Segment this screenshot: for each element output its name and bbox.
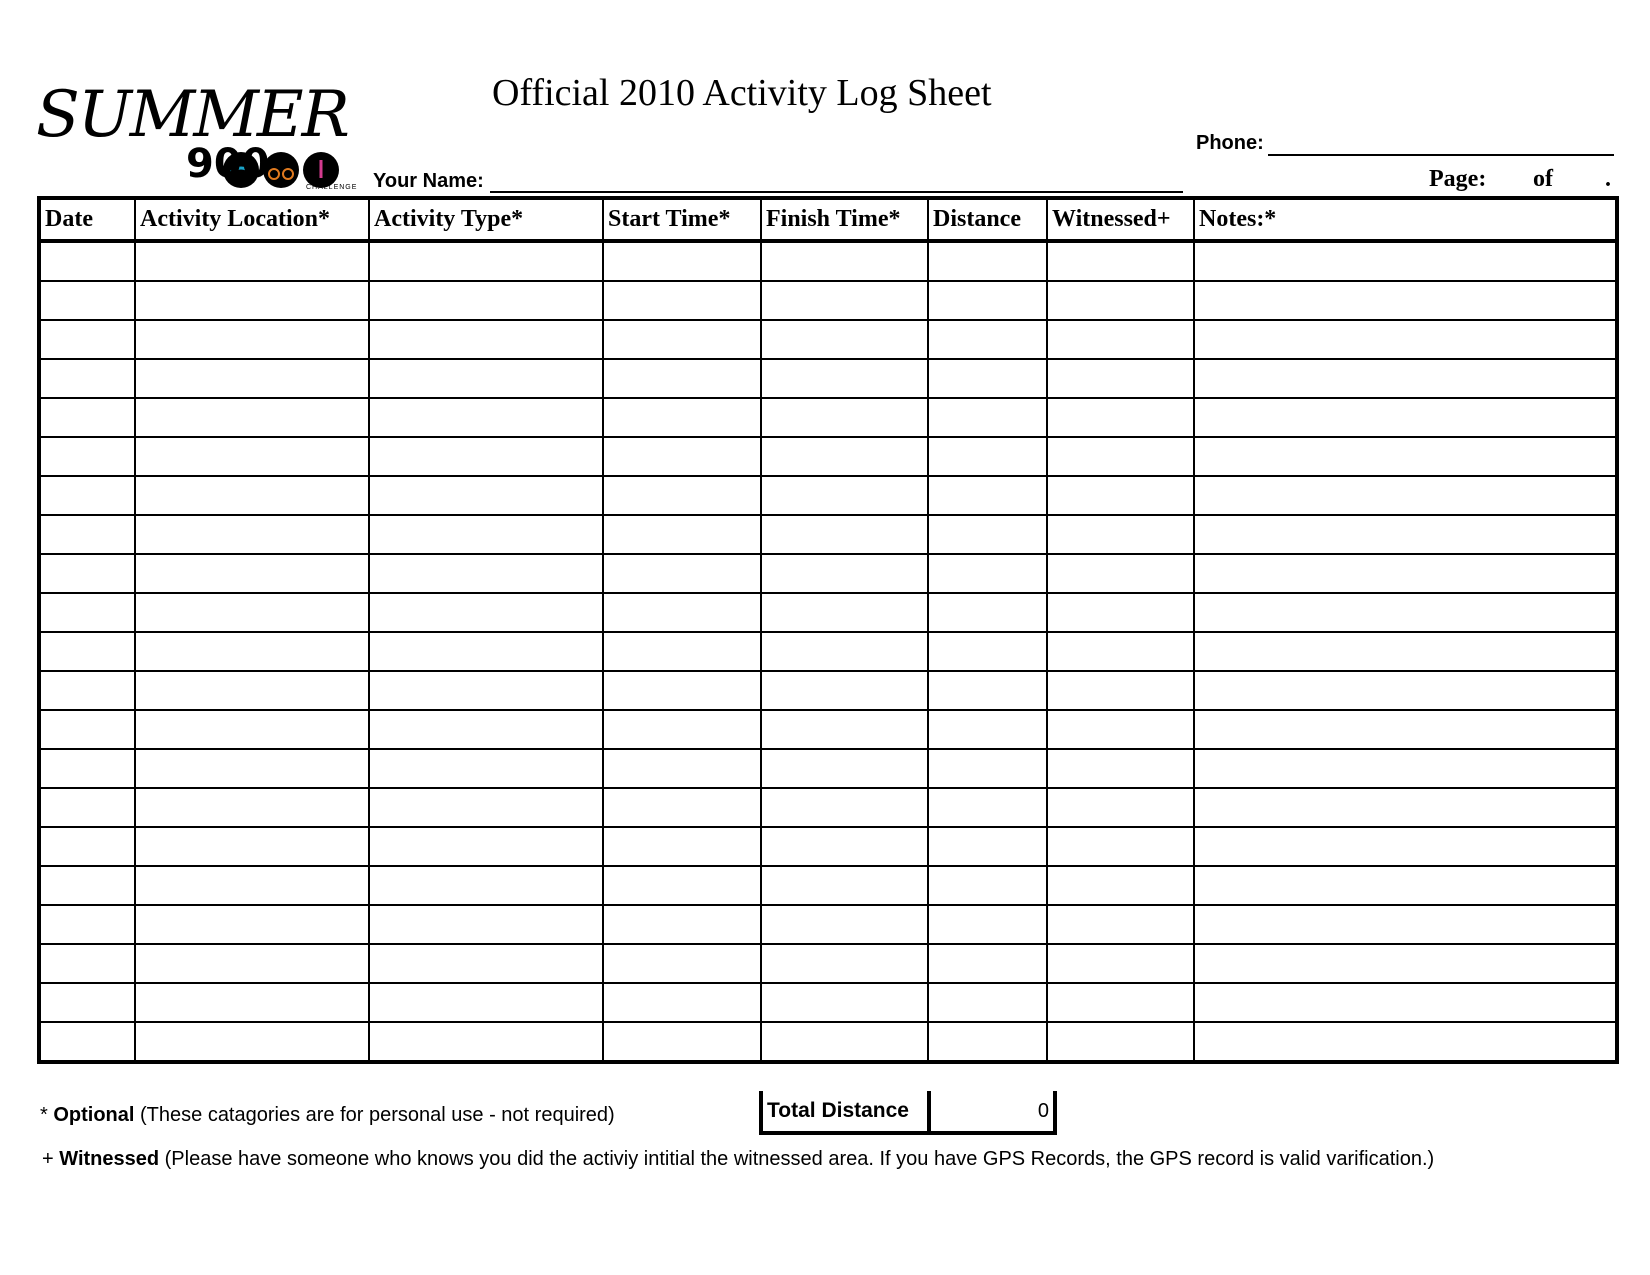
cell-notes[interactable] — [1194, 710, 1617, 749]
activity-log-table — [37, 196, 1619, 1064]
cell-start-time[interactable] — [603, 398, 761, 437]
cell-finish-time[interactable] — [761, 359, 928, 398]
cell-activity-type[interactable] — [369, 632, 603, 671]
cell-activity-location[interactable] — [135, 359, 369, 398]
cell-date[interactable] — [39, 905, 135, 944]
column-header-witnessed: Witnessed+ — [1047, 198, 1194, 241]
cell-witnessed[interactable] — [1047, 632, 1194, 671]
cell-start-time[interactable] — [603, 1022, 761, 1062]
column-header-finish-time: Finish Time* — [761, 198, 928, 241]
cell-distance[interactable] — [928, 671, 1047, 710]
cell-witnessed[interactable] — [1047, 476, 1194, 515]
table-row — [39, 710, 1617, 749]
cell-distance[interactable] — [928, 1022, 1047, 1062]
log-rows — [39, 241, 1617, 1062]
cell-distance[interactable] — [928, 788, 1047, 827]
cell-start-time[interactable] — [603, 281, 761, 320]
footnote-optional — [40, 1104, 615, 1127]
table-row — [39, 983, 1617, 1022]
table-row — [39, 944, 1617, 983]
cell-distance[interactable] — [928, 632, 1047, 671]
cell-date[interactable] — [39, 398, 135, 437]
cell-start-time[interactable] — [603, 749, 761, 788]
cell-notes[interactable] — [1194, 1022, 1617, 1062]
table-row — [39, 671, 1617, 710]
footnote-witnessed-text: (Please have someone who knows you did the activiy intitial the witnessed area. If you have GPS Records, the GPS record is valid varification.) — [159, 1148, 1435, 1170]
cell-date[interactable] — [39, 1022, 135, 1062]
footnote-optional-text: (These catagories are for personal use - not required) — [134, 1104, 615, 1126]
cell-finish-time[interactable] — [761, 827, 928, 866]
of-label: of — [1533, 166, 1553, 192]
cell-witnessed[interactable] — [1047, 749, 1194, 788]
cell-date[interactable] — [39, 320, 135, 359]
cell-notes[interactable] — [1194, 593, 1617, 632]
cell-start-time[interactable] — [603, 359, 761, 398]
cell-activity-type[interactable] — [369, 983, 603, 1022]
cell-witnessed[interactable] — [1047, 359, 1194, 398]
cell-finish-time[interactable] — [761, 944, 928, 983]
column-header-activity-type: Activity Type* — [369, 198, 603, 241]
cell-start-time[interactable] — [603, 710, 761, 749]
cell-activity-location[interactable] — [135, 905, 369, 944]
cell-distance[interactable] — [928, 398, 1047, 437]
cell-activity-location[interactable] — [135, 710, 369, 749]
cell-start-time[interactable] — [603, 632, 761, 671]
cell-activity-location[interactable] — [135, 398, 369, 437]
cell-notes[interactable] — [1194, 281, 1617, 320]
cell-finish-time[interactable] — [761, 593, 928, 632]
cell-witnessed[interactable] — [1047, 554, 1194, 593]
cell-finish-time[interactable] — [761, 1022, 928, 1062]
cell-witnessed[interactable] — [1047, 827, 1194, 866]
cell-notes[interactable] — [1194, 944, 1617, 983]
footnote-optional-bold: Optional — [53, 1104, 135, 1126]
table-row — [39, 866, 1617, 905]
cell-date[interactable] — [39, 281, 135, 320]
cell-date[interactable] — [39, 241, 135, 281]
column-header-distance: Distance — [928, 198, 1047, 241]
cell-date[interactable] — [39, 632, 135, 671]
cell-finish-time[interactable] — [761, 515, 928, 554]
cell-date[interactable] — [39, 476, 135, 515]
cell-activity-location[interactable] — [135, 983, 369, 1022]
cell-start-time[interactable] — [603, 241, 761, 281]
table-row — [39, 398, 1617, 437]
table-row — [39, 1022, 1617, 1062]
column-header-notes: Notes:* — [1194, 198, 1617, 241]
cell-activity-type[interactable] — [369, 905, 603, 944]
cell-activity-type[interactable] — [369, 788, 603, 827]
cell-activity-type[interactable] — [369, 359, 603, 398]
cell-date[interactable] — [39, 983, 135, 1022]
cell-activity-type[interactable] — [369, 398, 603, 437]
cell-notes[interactable] — [1194, 983, 1617, 1022]
cell-finish-time[interactable] — [761, 983, 928, 1022]
cell-activity-type[interactable] — [369, 515, 603, 554]
cell-distance[interactable] — [928, 320, 1047, 359]
cell-date[interactable] — [39, 827, 135, 866]
cell-start-time[interactable] — [603, 554, 761, 593]
cell-activity-location[interactable] — [135, 281, 369, 320]
cell-distance[interactable] — [928, 554, 1047, 593]
cell-date[interactable] — [39, 437, 135, 476]
cell-finish-time[interactable] — [761, 749, 928, 788]
cell-distance[interactable] — [928, 905, 1047, 944]
table-row — [39, 827, 1617, 866]
column-header-date: Date — [39, 198, 135, 241]
cell-start-time[interactable] — [603, 983, 761, 1022]
footnote-witnessed-bold: Witnessed — [59, 1148, 160, 1170]
cell-date[interactable] — [39, 554, 135, 593]
cell-finish-time[interactable] — [761, 554, 928, 593]
table-row — [39, 788, 1617, 827]
cell-witnessed[interactable] — [1047, 983, 1194, 1022]
cell-notes[interactable] — [1194, 437, 1617, 476]
cell-start-time[interactable] — [603, 437, 761, 476]
cell-witnessed[interactable] — [1047, 1022, 1194, 1062]
cell-date[interactable] — [39, 710, 135, 749]
total-distance-label: Total Distance — [763, 1091, 931, 1131]
cell-activity-type[interactable] — [369, 593, 603, 632]
cell-distance[interactable] — [928, 710, 1047, 749]
cell-activity-location[interactable] — [135, 593, 369, 632]
cell-date[interactable] — [39, 788, 135, 827]
column-header-activity-location: Activity Location* — [135, 198, 369, 241]
cell-distance[interactable] — [928, 437, 1047, 476]
cell-activity-type[interactable] — [369, 710, 603, 749]
cell-activity-type[interactable] — [369, 554, 603, 593]
cell-activity-location[interactable] — [135, 749, 369, 788]
cell-finish-time[interactable] — [761, 905, 928, 944]
cell-activity-type[interactable] — [369, 241, 603, 281]
cell-start-time[interactable] — [603, 905, 761, 944]
table-row — [39, 241, 1617, 281]
cell-notes[interactable] — [1194, 905, 1617, 944]
cell-start-time[interactable] — [603, 944, 761, 983]
cell-distance[interactable] — [928, 593, 1047, 632]
summer-900-logo — [36, 80, 366, 195]
cell-start-time[interactable] — [603, 320, 761, 359]
cell-activity-type[interactable] — [369, 1022, 603, 1062]
cell-date[interactable] — [39, 944, 135, 983]
table-row — [39, 593, 1617, 632]
table-row — [39, 749, 1617, 788]
footnote-optional-mark: * — [40, 1104, 54, 1126]
cell-notes[interactable] — [1194, 749, 1617, 788]
cell-distance[interactable] — [928, 476, 1047, 515]
cell-activity-type[interactable] — [369, 827, 603, 866]
cell-witnessed[interactable] — [1047, 866, 1194, 905]
cell-start-time[interactable] — [603, 827, 761, 866]
cell-activity-type[interactable] — [369, 437, 603, 476]
cell-notes[interactable] — [1194, 241, 1617, 281]
cell-activity-type[interactable] — [369, 944, 603, 983]
cell-distance[interactable] — [928, 515, 1047, 554]
cell-activity-type[interactable] — [369, 866, 603, 905]
phone-label: Phone: — [1196, 132, 1264, 154]
table-row — [39, 476, 1617, 515]
table-row — [39, 905, 1617, 944]
footnote-witnessed — [42, 1148, 1434, 1171]
table-row — [39, 359, 1617, 398]
phone-field-line[interactable] — [1268, 154, 1614, 156]
cell-activity-type[interactable] — [369, 671, 603, 710]
cell-date[interactable] — [39, 866, 135, 905]
page-title: Official 2010 Activity Log Sheet — [492, 72, 992, 114]
cell-finish-time[interactable] — [761, 320, 928, 359]
table-row — [39, 320, 1617, 359]
cell-activity-location[interactable] — [135, 554, 369, 593]
cell-finish-time[interactable] — [761, 632, 928, 671]
cell-date[interactable] — [39, 593, 135, 632]
total-distance-box — [759, 1091, 1057, 1135]
cell-finish-time[interactable] — [761, 788, 928, 827]
cell-finish-time[interactable] — [761, 710, 928, 749]
cell-activity-type[interactable] — [369, 476, 603, 515]
cell-finish-time[interactable] — [761, 866, 928, 905]
cell-finish-time[interactable] — [761, 437, 928, 476]
cell-distance[interactable] — [928, 749, 1047, 788]
cell-witnessed[interactable] — [1047, 241, 1194, 281]
table-row — [39, 632, 1617, 671]
cell-notes[interactable] — [1194, 398, 1617, 437]
cell-notes[interactable] — [1194, 866, 1617, 905]
cell-start-time[interactable] — [603, 671, 761, 710]
header-row — [39, 198, 1617, 241]
cell-witnessed[interactable] — [1047, 437, 1194, 476]
cell-start-time[interactable] — [603, 476, 761, 515]
cell-witnessed[interactable] — [1047, 320, 1194, 359]
table-row — [39, 554, 1617, 593]
cell-activity-type[interactable] — [369, 281, 603, 320]
cell-activity-location[interactable] — [135, 827, 369, 866]
cell-distance[interactable] — [928, 827, 1047, 866]
cell-finish-time[interactable] — [761, 281, 928, 320]
cell-start-time[interactable] — [603, 788, 761, 827]
cell-distance[interactable] — [928, 359, 1047, 398]
cell-witnessed[interactable] — [1047, 788, 1194, 827]
cell-witnessed[interactable] — [1047, 281, 1194, 320]
cell-activity-location[interactable] — [135, 671, 369, 710]
cell-notes[interactable] — [1194, 632, 1617, 671]
cell-notes[interactable] — [1194, 515, 1617, 554]
cell-notes[interactable] — [1194, 827, 1617, 866]
cell-notes[interactable] — [1194, 320, 1617, 359]
cell-activity-location[interactable] — [135, 476, 369, 515]
cell-start-time[interactable] — [603, 866, 761, 905]
cell-activity-type[interactable] — [369, 320, 603, 359]
cell-finish-time[interactable] — [761, 398, 928, 437]
table-row — [39, 515, 1617, 554]
table-row — [39, 281, 1617, 320]
cell-activity-location[interactable] — [135, 320, 369, 359]
cell-activity-location[interactable] — [135, 632, 369, 671]
cell-notes[interactable] — [1194, 554, 1617, 593]
cell-activity-location[interactable] — [135, 788, 369, 827]
cell-start-time[interactable] — [603, 593, 761, 632]
cell-distance[interactable] — [928, 281, 1047, 320]
cell-date[interactable] — [39, 749, 135, 788]
cell-finish-time[interactable] — [761, 671, 928, 710]
total-distance-value: 0 — [1037, 1100, 1049, 1122]
logo-word: SUMMER — [36, 78, 348, 152]
cell-distance[interactable] — [928, 983, 1047, 1022]
cell-finish-time[interactable] — [761, 241, 928, 281]
cell-activity-location[interactable] — [135, 437, 369, 476]
cell-witnessed[interactable] — [1047, 710, 1194, 749]
cell-activity-location[interactable] — [135, 515, 369, 554]
logo-small-text: CHALLENGE — [306, 184, 358, 191]
cell-activity-location[interactable] — [135, 944, 369, 983]
cell-activity-type[interactable] — [369, 749, 603, 788]
cell-activity-location[interactable] — [135, 241, 369, 281]
cell-notes[interactable] — [1194, 476, 1617, 515]
cell-witnessed[interactable] — [1047, 593, 1194, 632]
cell-date[interactable] — [39, 515, 135, 554]
footnote-witnessed-mark: + — [42, 1148, 60, 1170]
cell-witnessed[interactable] — [1047, 905, 1194, 944]
cell-distance[interactable] — [928, 944, 1047, 983]
page-period: . — [1605, 166, 1611, 192]
cell-notes[interactable] — [1194, 788, 1617, 827]
your-name-field-line[interactable] — [490, 191, 1183, 193]
cell-witnessed[interactable] — [1047, 671, 1194, 710]
cell-distance[interactable] — [928, 866, 1047, 905]
cell-date[interactable] — [39, 359, 135, 398]
cell-activity-location[interactable] — [135, 866, 369, 905]
cell-witnessed[interactable] — [1047, 398, 1194, 437]
cell-witnessed[interactable] — [1047, 515, 1194, 554]
your-name-label: Your Name: — [373, 170, 484, 192]
column-header-start-time: Start Time* — [603, 198, 761, 241]
cell-distance[interactable] — [928, 241, 1047, 281]
cell-date[interactable] — [39, 671, 135, 710]
table-row — [39, 437, 1617, 476]
cell-notes[interactable] — [1194, 671, 1617, 710]
cell-witnessed[interactable] — [1047, 944, 1194, 983]
cell-finish-time[interactable] — [761, 476, 928, 515]
cell-activity-location[interactable] — [135, 1022, 369, 1062]
cell-notes[interactable] — [1194, 359, 1617, 398]
logo-number: 900 — [186, 141, 270, 187]
page-label: Page: — [1429, 166, 1487, 192]
cell-start-time[interactable] — [603, 515, 761, 554]
